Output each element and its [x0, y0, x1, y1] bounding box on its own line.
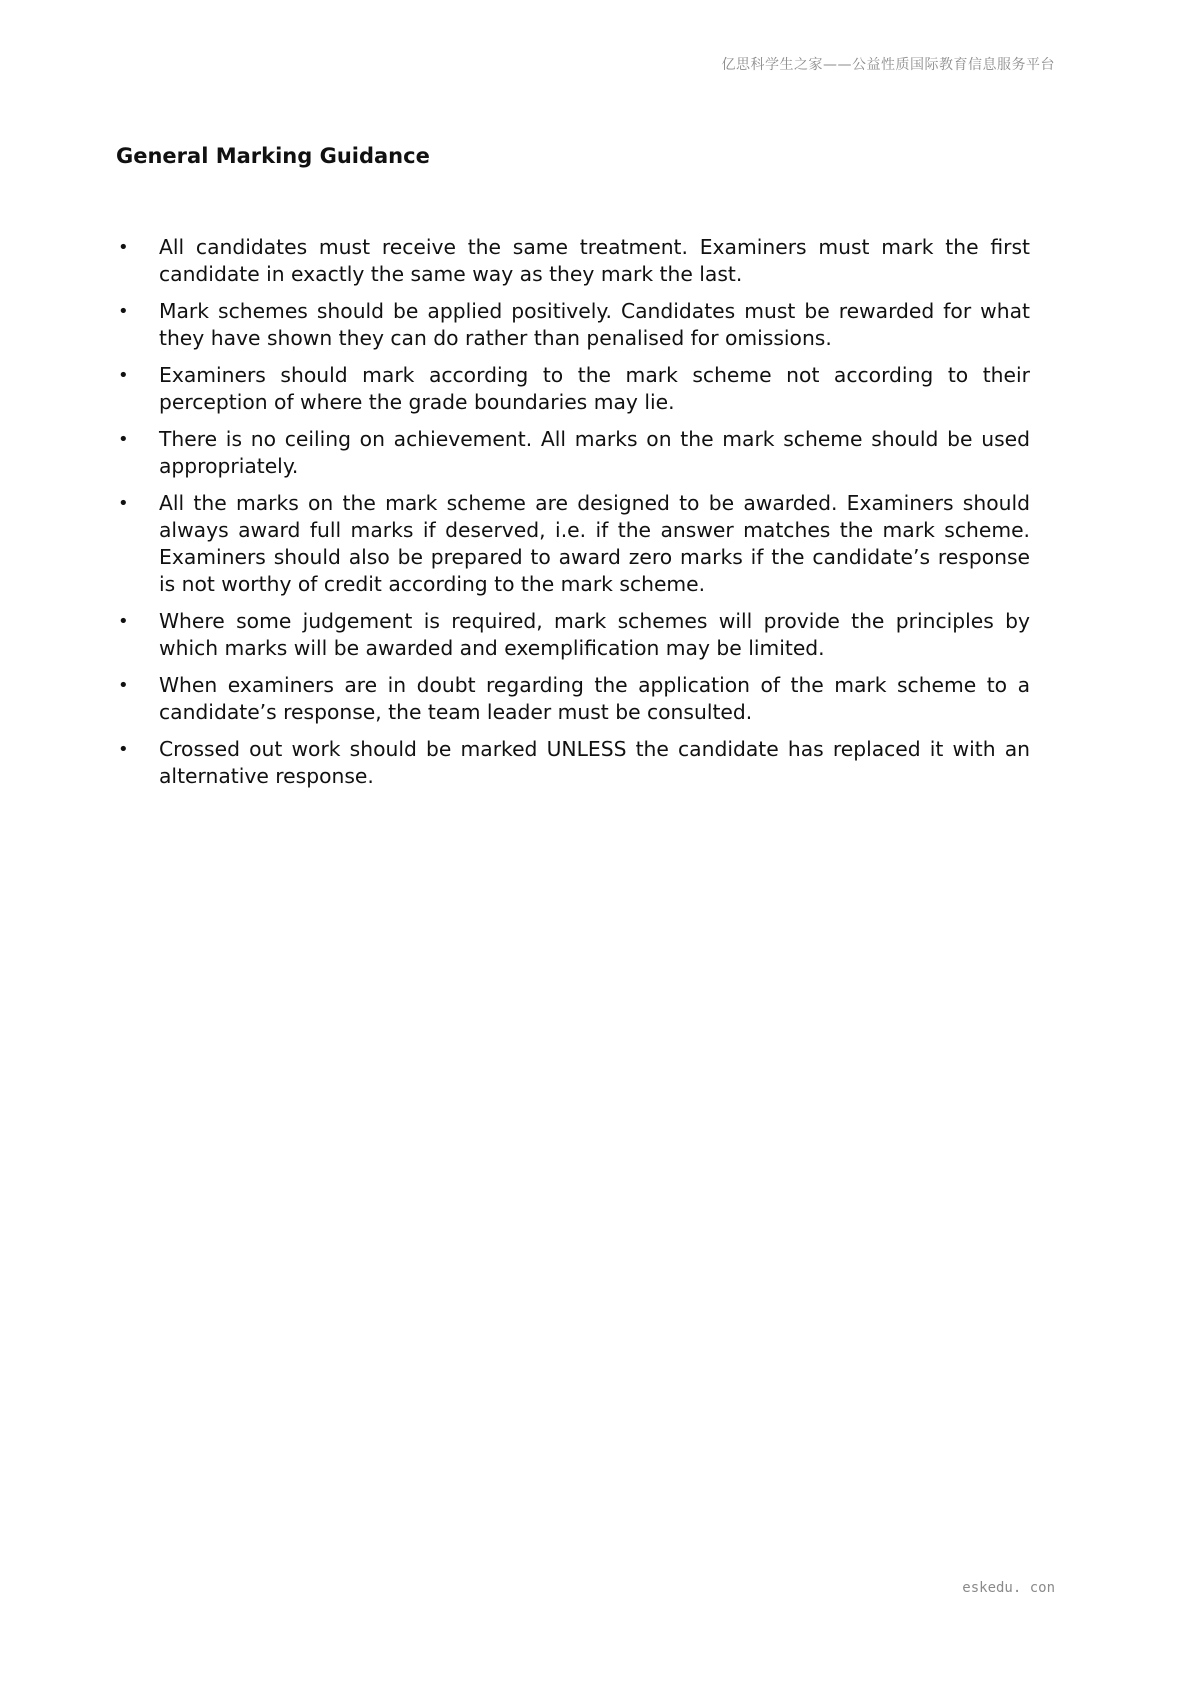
list-item	[116, 362, 1030, 416]
page-title: General Marking Guidance	[116, 144, 430, 168]
list-item	[116, 736, 1030, 790]
list-item	[116, 298, 1030, 352]
list-item-text: When examiners are in doubt regarding the application of the mark scheme to a candidate’s response, the team leader must be consulted.	[159, 673, 1030, 724]
list-item-text: Crossed out work should be marked UNLESS the candidate has replaced it with an alternative response.	[159, 737, 1030, 788]
list-item-text: All candidates must receive the same treatment. Examiners must mark the first candidate in exactly the same way as they mark the last.	[159, 235, 1030, 286]
bullet-icon: •	[118, 429, 129, 450]
list-item	[116, 608, 1030, 662]
bullet-icon: •	[118, 365, 129, 386]
header-watermark: 亿思科学生之家——公益性质国际教育信息服务平台	[721, 57, 1055, 73]
list-item	[116, 234, 1030, 288]
bullet-icon: •	[118, 301, 129, 322]
list-item	[116, 672, 1030, 726]
list-item-text: Where some judgement is required, mark schemes will provide the principles by which marks will be awarded and exemplification may be limited.	[159, 609, 1030, 660]
bullet-icon: •	[118, 237, 129, 258]
footer-site: eskedu. con	[962, 1580, 1055, 1596]
list-item-text: Examiners should mark according to the mark scheme not according to their perception of where the grade boundaries may lie.	[159, 363, 1030, 414]
guidance-list	[116, 234, 1030, 800]
list-item	[116, 426, 1030, 480]
bullet-icon: •	[118, 611, 129, 632]
bullet-icon: •	[118, 675, 129, 696]
list-item-text: Mark schemes should be applied positively. Candidates must be rewarded for what they have shown they can do rather than penalised for omissions.	[159, 299, 1030, 350]
bullet-icon: •	[118, 493, 129, 514]
bullet-icon: •	[118, 739, 129, 760]
list-item	[116, 490, 1030, 598]
list-item-text: All the marks on the mark scheme are designed to be awarded. Examiners should always award full marks if deserved, i.e. if the answer matches the mark scheme. Examiners should also be prepared to award zero marks if the candidate’s response is not worthy of credit according to the mark scheme.	[159, 491, 1030, 596]
list-item-text: There is no ceiling on achievement. All marks on the mark scheme should be used appropriately.	[159, 427, 1030, 478]
